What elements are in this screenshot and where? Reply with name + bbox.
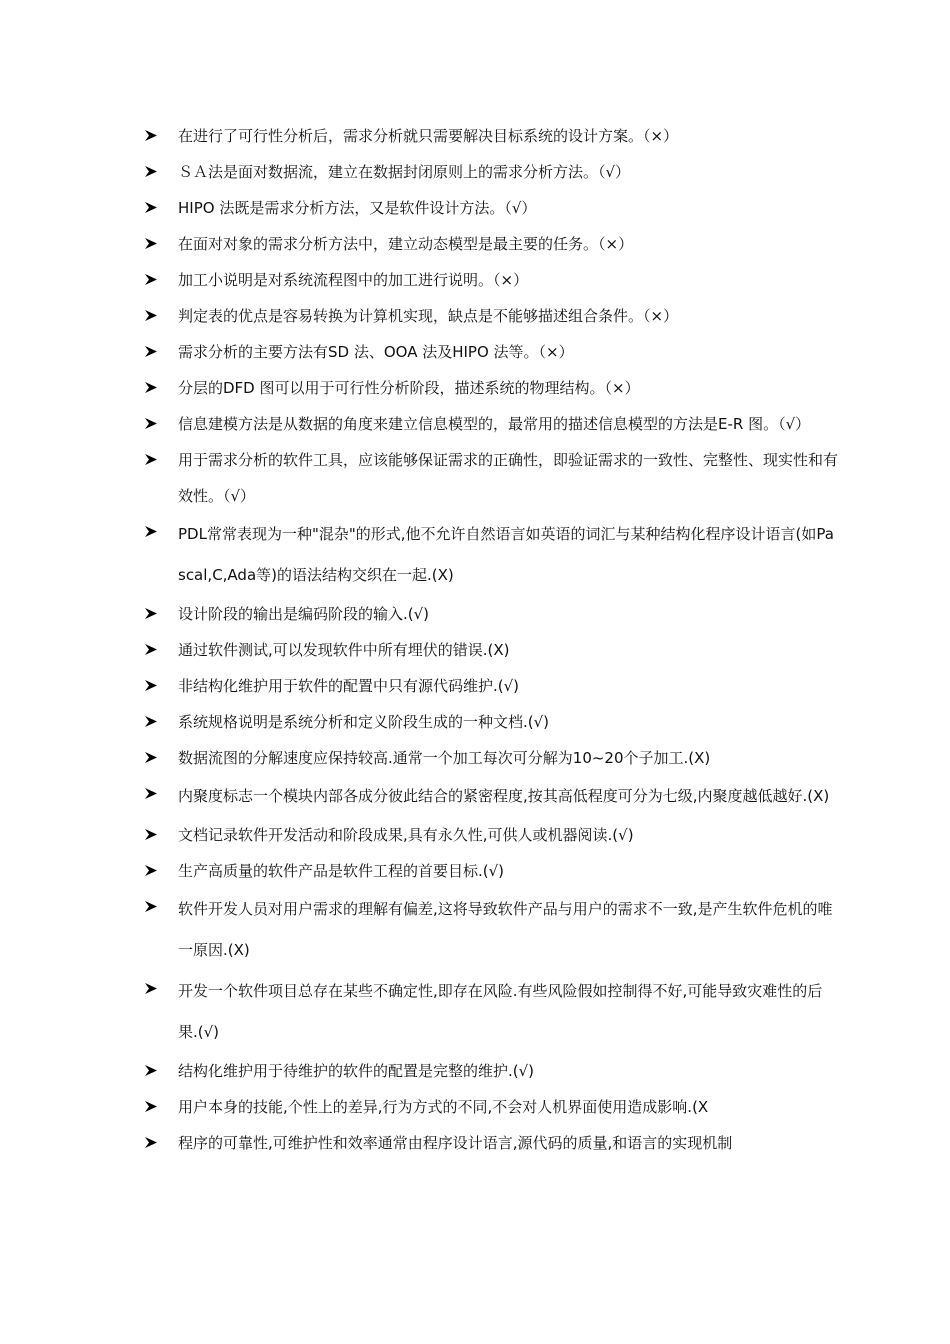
statement-text: 开发一个软件项目总存在某些不确定性,即存在风险.有些风险假如控制得不好,可能导致灾难性的后果.(√) <box>178 982 823 1041</box>
statement-text: 软件开发人员对用户需求的理解有偏差,这将导致软件产品与用户的需求不一致,是产生软件危机的唯一原因.(X) <box>178 900 833 959</box>
arrow-bullet-icon <box>144 262 160 298</box>
list-item <box>140 406 840 442</box>
list-item <box>140 442 840 514</box>
list-item <box>140 1125 840 1161</box>
arrow-bullet-icon <box>144 514 160 550</box>
arrow-bullet-icon <box>144 334 160 370</box>
list-item <box>140 334 840 370</box>
statement-text: HIPO 法既是需求分析方法，又是软件设计方法。（√） <box>178 199 537 217</box>
arrow-bullet-icon <box>144 776 160 812</box>
statement-text: 设计阶段的输出是编码阶段的输入.(√) <box>178 605 430 623</box>
list-item <box>140 704 840 740</box>
list-item <box>140 262 840 298</box>
list-item <box>140 971 840 1053</box>
list-item <box>140 853 840 889</box>
arrow-bullet-icon <box>144 154 160 190</box>
list-item <box>140 596 840 632</box>
statement-text: 系统规格说明是系统分析和定义阶段生成的一种文档.(√) <box>178 713 550 731</box>
arrow-bullet-icon <box>144 118 160 154</box>
statement-text: 信息建模方法是从数据的角度来建立信息模型的，最常用的描述信息模型的方法是E-R 图。（√） <box>178 415 811 433</box>
list-item <box>140 740 840 776</box>
arrow-bullet-icon <box>144 406 160 442</box>
statement-text: 分层的DFD 图可以用于可行性分析阶段，描述系统的物理结构。（×） <box>178 379 640 397</box>
list-item <box>140 817 840 853</box>
statement-text: 判定表的优点是容易转换为计算机实现，缺点是不能够描述组合条件。（×） <box>178 307 679 325</box>
arrow-bullet-icon <box>144 668 160 704</box>
list-item <box>140 118 840 154</box>
arrow-bullet-icon <box>144 817 160 853</box>
statement-text: 生产高质量的软件产品是软件工程的首要目标.(√) <box>178 862 505 880</box>
statement-text: 内聚度标志一个模块内部各成分彼此结合的紧密程度,按其高低程度可分为七级,内聚度越低越好.(X) <box>178 787 830 805</box>
arrow-bullet-icon <box>144 1089 160 1125</box>
statement-list <box>140 118 840 1161</box>
arrow-bullet-icon <box>144 596 160 632</box>
statement-text: 在进行了可行性分析后，需求分析就只需要解决目标系统的设计方案。（×） <box>178 127 679 145</box>
arrow-bullet-icon <box>144 370 160 406</box>
statement-text: 需求分析的主要方法有SD 法、OOA 法及HIPO 法等。（×） <box>178 343 574 361</box>
list-item <box>140 668 840 704</box>
list-item <box>140 154 840 190</box>
list-item <box>140 298 840 334</box>
arrow-bullet-icon <box>144 971 160 1007</box>
list-item <box>140 776 840 817</box>
arrow-bullet-icon <box>144 632 160 668</box>
statement-text: 通过软件测试,可以发现软件中所有埋伏的错误.(X) <box>178 641 510 659</box>
list-item <box>140 889 840 971</box>
list-item <box>140 190 840 226</box>
arrow-bullet-icon <box>144 704 160 740</box>
arrow-bullet-icon <box>144 853 160 889</box>
arrow-bullet-icon <box>144 190 160 226</box>
statement-text: 加工小说明是对系统流程图中的加工进行说明。（×） <box>178 271 529 289</box>
statement-text: 用于需求分析的软件工具，应该能够保证需求的正确性，即验证需求的一致性、完整性、现实性和有效性。（√） <box>178 451 839 505</box>
list-item <box>140 1089 840 1125</box>
statement-text: 文档记录软件开发活动和阶段成果,具有永久性,可供人或机器阅读.(√) <box>178 826 634 844</box>
statement-text: 结构化维护用于待维护的软件的配置是完整的维护.(√) <box>178 1062 535 1080</box>
statement-text: 非结构化维护用于软件的配置中只有源代码维护.(√) <box>178 677 520 695</box>
arrow-bullet-icon <box>144 1125 160 1161</box>
statement-text: 数据流图的分解速度应保持较高.通常一个加工每次可分解为10~20个子加工.(X) <box>178 749 711 767</box>
arrow-bullet-icon <box>144 740 160 776</box>
statement-text: ＳＡ法是面对数据流，建立在数据封闭原则上的需求分析方法。（√） <box>178 163 631 181</box>
list-item <box>140 370 840 406</box>
list-item <box>140 632 840 668</box>
statement-text: 程序的可靠性,可维护性和效率通常由程序设计语言,源代码的质量,和语言的实现机制 <box>178 1134 733 1152</box>
list-item <box>140 1053 840 1089</box>
arrow-bullet-icon <box>144 298 160 334</box>
arrow-bullet-icon <box>144 889 160 925</box>
list-item <box>140 226 840 262</box>
statement-text: PDL常常表现为一种"混杂"的形式,他不允许自然语言如英语的词汇与某种结构化程序设计语言(如Pascal,C,Ada等)的语法结构交织在一起.(X) <box>178 525 834 584</box>
arrow-bullet-icon <box>144 226 160 262</box>
arrow-bullet-icon <box>144 442 160 478</box>
statement-text: 用户本身的技能,个性上的差异,行为方式的不同,不会对人机界面使用造成影响.(X <box>178 1098 709 1116</box>
list-item <box>140 514 840 596</box>
statement-text: 在面对对象的需求分析方法中，建立动态模型是最主要的任务。（×） <box>178 235 634 253</box>
arrow-bullet-icon <box>144 1053 160 1089</box>
